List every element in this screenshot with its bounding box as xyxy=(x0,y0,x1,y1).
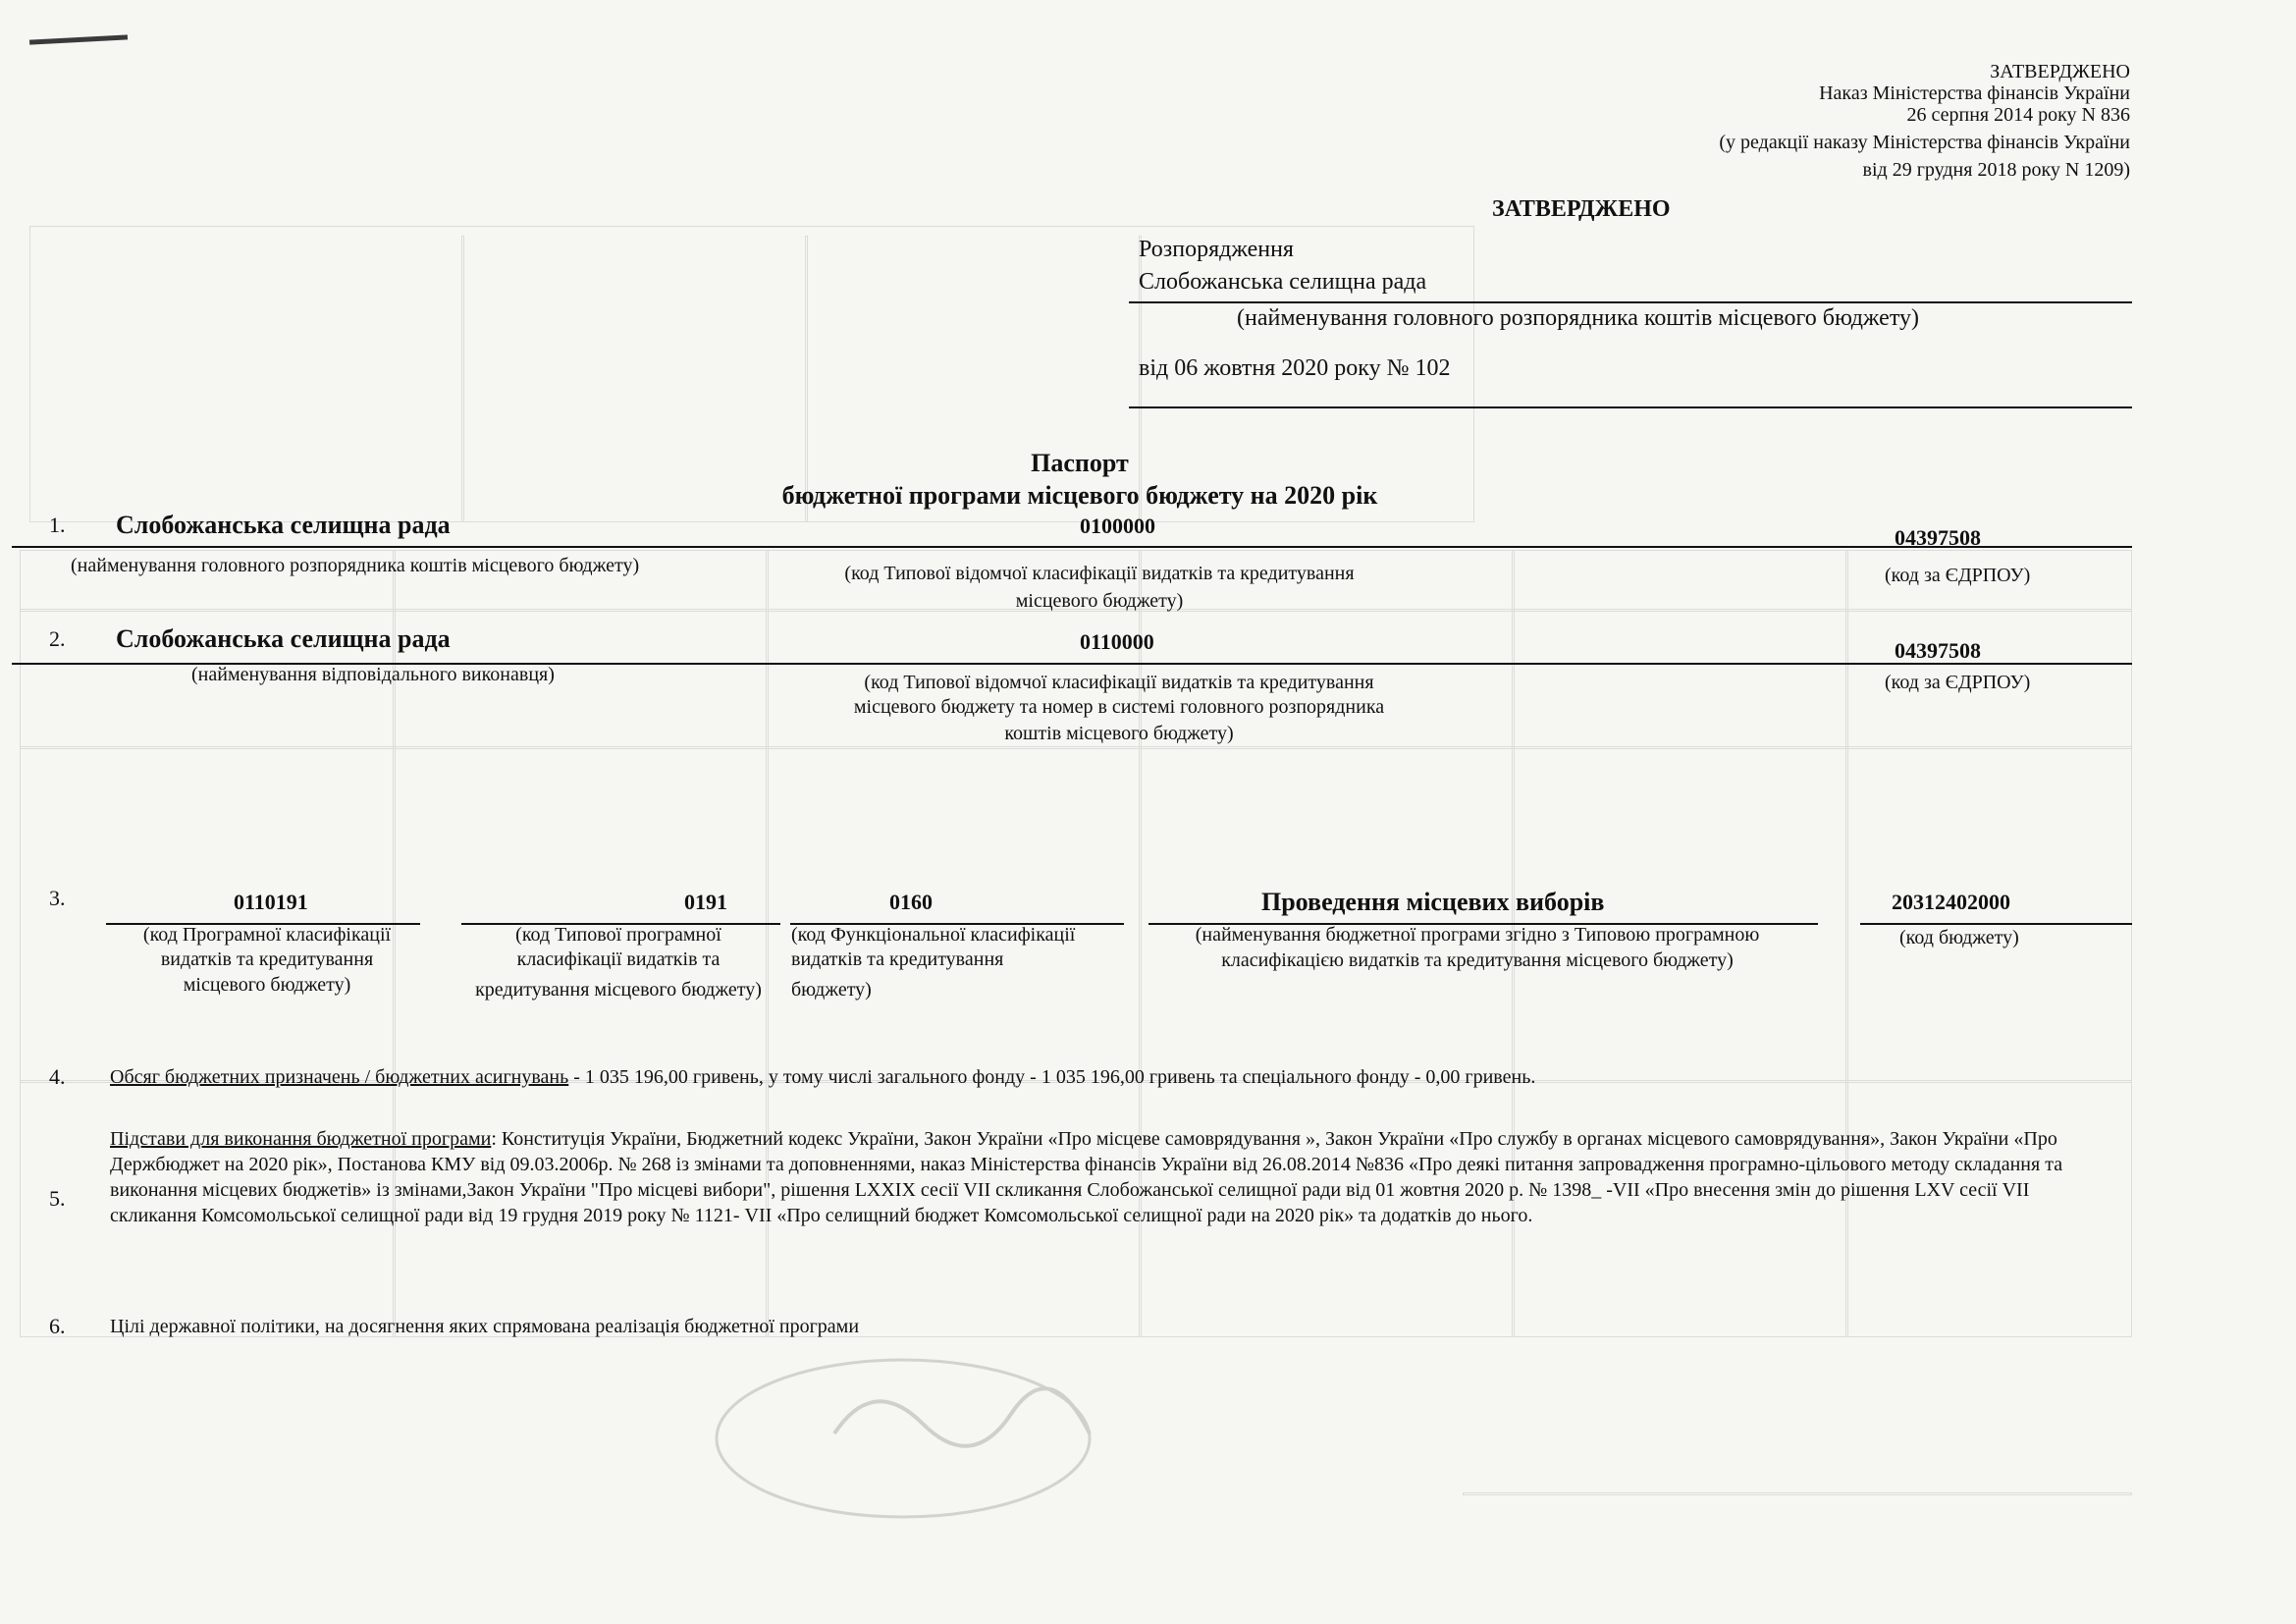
item5-label: Підстави для виконання бюджетної програми xyxy=(110,1128,492,1150)
approval-top-block xyxy=(1472,61,2130,181)
approval-top-line5: від 29 грудня 2018 року N 1209) xyxy=(1862,159,2130,181)
item1-name: Слобожанська селищна рада xyxy=(116,511,451,539)
item1-edrpou-caption: (код за ЄДРПОУ) xyxy=(1885,565,2031,586)
approval-top-line2: Наказ Міністерства фінансів України xyxy=(1819,82,2130,104)
item3-program-caption-2: видатків та кредитування xyxy=(160,948,374,970)
item1-code-caption-1: (код Типової відомчої класифікації видатків та кредитування xyxy=(844,563,1355,584)
item5-text: : Конституція України, Бюджетний кодекс України, Закон України «Про місцеве самоврядування », Закон України «Про службу в органах місцевого самоврядування», Закон України «Про Держбюджет на 2020 рік», Постанова КМУ від 09.03.2006р. № 268 із змінами та доповненнями, наказ Міністерства фінансів України від 26.08.2014 №836 «Про деякі питання запровадження програмно-цільового методу складання та виконання місцевих бюджетів» із змінами,Закон України "Про місцеві вибори", рішення LXXIX сесії VII скликання Слобожанської селищної ради від 01 жовтня 2020 р. № 1398_ -VII «Про внесення змін до рішення LXV сесії VII скликання Комсомольської селищної ради від 19 грудня 2019 року № 1121- VII «Про селищний бюджет Комсомольської селищної ради на 2020 рік» та додатків до нього. xyxy=(110,1128,2063,1226)
item1-number: 1. xyxy=(49,513,66,537)
item3-func-caption-3: бюджету) xyxy=(791,979,872,1001)
item2-edrpou: 04397508 xyxy=(1895,638,1981,663)
item1-edrpou: 04397508 xyxy=(1895,525,1981,550)
item1-code: 0100000 xyxy=(1080,514,1155,538)
item2-code-caption-1: (код Типової відомчої класифікації видатків та кредитування xyxy=(864,672,1374,693)
item4-paragraph xyxy=(110,1064,2132,1090)
item2-name-caption: (найменування відповідального виконавця) xyxy=(191,664,555,685)
item2-code-caption-3: коштів місцевого бюджету) xyxy=(1004,723,1234,744)
item3-budget-code: 20312402000 xyxy=(1892,890,2010,914)
item3-program-name-caption-1: (найменування бюджетної програми згідно з Типовою програмною xyxy=(1195,924,1760,946)
approval-top-line4: (у редакції наказу Міністерства фінансів України xyxy=(1719,132,2130,153)
item2-name: Слобожанська селищна рада xyxy=(116,624,451,653)
item2-code: 0110000 xyxy=(1080,629,1154,654)
passport-title: Паспорт xyxy=(1031,449,1129,477)
item3-program-name-caption-2: класифікацією видатків та кредитування місцевого бюджету) xyxy=(1221,949,1734,971)
stamp-ghost xyxy=(687,1345,1178,1542)
item6-text: Цілі державної політики, на досягнення яких спрямована реалізація бюджетної програми xyxy=(110,1316,860,1337)
item3-program-code: 0110191 xyxy=(234,890,308,914)
item3-number: 3. xyxy=(49,886,66,910)
approval-top-line3: 26 серпня 2014 року N 836 xyxy=(1906,104,2130,126)
item3-func-caption-2: видатків та кредитування xyxy=(791,948,1004,970)
item5-number: 5. xyxy=(49,1186,66,1211)
item1-name-caption: (найменування головного розпорядника коштів місцевого бюджету) xyxy=(71,555,640,576)
item3-budget-code-caption: (код бюджету) xyxy=(1899,927,2019,948)
item1-code-caption-2: місцевого бюджету) xyxy=(1015,590,1184,612)
item3-typical-caption-2: класифікації видатків та xyxy=(516,948,721,970)
item3-program-caption-3: місцевого бюджету) xyxy=(183,974,351,996)
approval-date-line: від 06 жовтня 2020 року № 102 xyxy=(1139,355,1451,381)
item4-label: Обсяг бюджетних призначень / бюджетних асигнувань xyxy=(110,1066,569,1088)
approval-doc-type: Розпорядження xyxy=(1139,237,1294,262)
item3-typical-caption-1: (код Типової програмної xyxy=(515,924,721,946)
item2-code-caption-2: місцевого бюджету та номер в системі головного розпорядника xyxy=(853,696,1385,718)
item2-edrpou-caption: (код за ЄДРПОУ) xyxy=(1885,672,2031,693)
item3-func-code: 0160 xyxy=(889,890,933,914)
item3-program-caption-1: (код Програмної класифікації xyxy=(142,924,392,946)
item3-typical-code: 0191 xyxy=(684,890,727,914)
item4-number: 4. xyxy=(49,1064,66,1089)
approval-top-line1: ЗАТВЕРДЖЕНО xyxy=(1990,61,2130,82)
passport-subtitle: бюджетної програми місцевого бюджету на 2020 рік xyxy=(781,481,1378,510)
item3-typical-caption-3: кредитування місцевого бюджету) xyxy=(475,979,762,1001)
item6-number: 6. xyxy=(49,1314,66,1338)
approval-main-title: ЗАТВЕРДЖЕНО xyxy=(1492,196,1671,222)
item3-func-caption-1: (код Функціональної класифікації xyxy=(791,924,1076,946)
corner-mark xyxy=(29,34,128,44)
item4-text: - 1 035 196,00 гривень, у тому числі загального фонду - 1 035 196,00 гривень та спеціального фонду - 0,00 гривень. xyxy=(568,1066,1536,1088)
item3-program-name: Проведення місцевих виборів xyxy=(1261,888,1605,916)
item5-paragraph xyxy=(110,1126,2112,1228)
approval-org-caption: (найменування головного розпорядника коштів місцевого бюджету) xyxy=(1237,305,1919,331)
approval-org: Слобожанська селищна рада xyxy=(1139,269,1427,295)
item2-number: 2. xyxy=(49,626,66,651)
